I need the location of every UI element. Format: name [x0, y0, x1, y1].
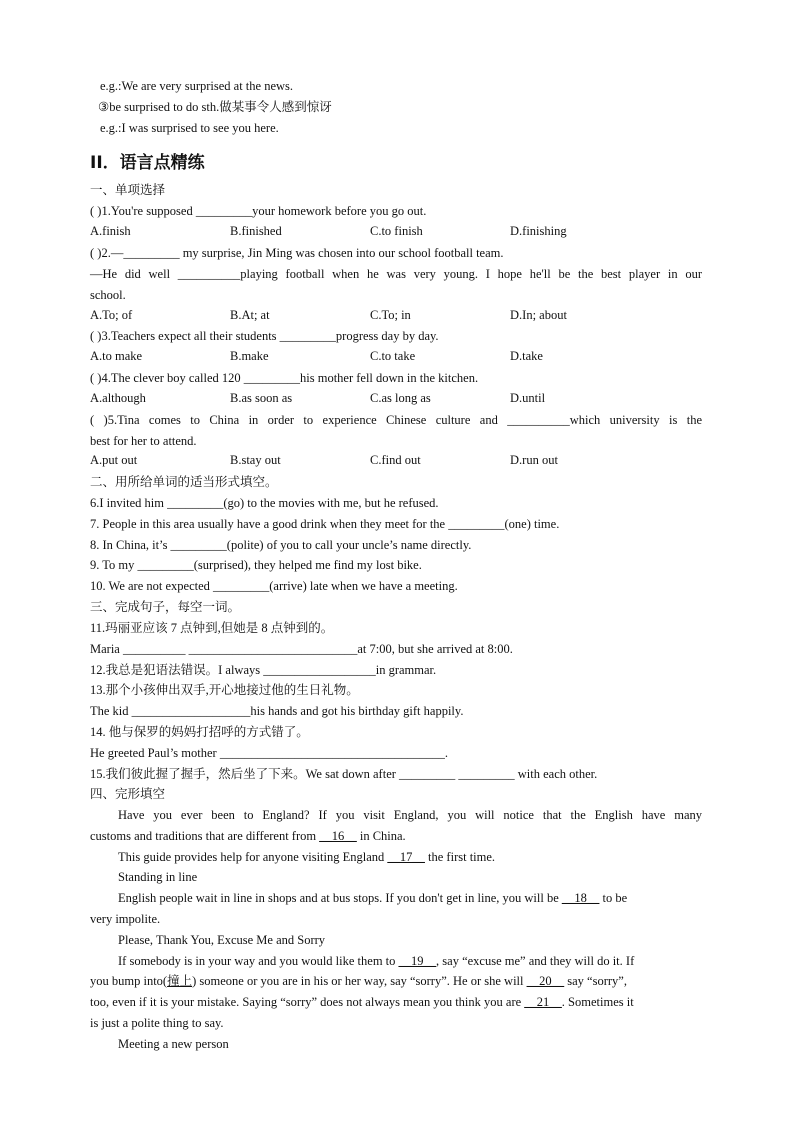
question-2-continuation: —He did well __________playing football when he was very young. I hope he'll be the best player in our — [90, 267, 702, 281]
question-2: ( )2.—_________ my surprise, Jin Ming was chosen into our school football team. — [90, 246, 504, 260]
question-14-chinese: 14. 他与保罗的妈妈打招呼的方式错了。 — [90, 725, 309, 739]
passage-line — [118, 953, 634, 969]
option-a: A.to make — [90, 349, 143, 363]
passage-text: you bump into( — [90, 974, 168, 988]
question-7: 7. People in this area usually have a good drink when they meet for the _________(one) time. — [90, 517, 560, 531]
question-1: ( )1.You're supposed _________your homework before you go out. — [90, 204, 427, 218]
passage-text: , say “excuse me” and they will do it. If — [436, 954, 635, 968]
blank-21: __21__ — [524, 995, 562, 1009]
option-b: B.At; at — [230, 308, 270, 322]
passage-text: ) someone or you are in his or her way, say “sorry”. He or she will — [192, 974, 527, 988]
option-a: A.although — [90, 391, 146, 405]
question-5: ( )5.Tina comes to China in order to experience Chinese culture and __________which university is the — [90, 413, 702, 427]
question-3: ( )3.Teachers expect all their students _________progress day by day. — [90, 329, 439, 343]
blank-20: __20__ — [526, 974, 565, 988]
option-a: A.To; of — [90, 308, 133, 322]
option-d: D.take — [510, 349, 543, 363]
passage-text: say “sorry”, — [564, 974, 627, 988]
part4-title: 四、完形填空 — [90, 786, 166, 801]
passage-subheading: Please, Thank You, Excuse Me and Sorry — [118, 933, 326, 947]
question-11-english: Maria __________ ___________________________at 7:00, but she arrived at 8:00. — [90, 642, 513, 656]
passage-line — [90, 994, 634, 1010]
option-d: D.finishing — [510, 224, 567, 238]
part1-title: 一、单项选择 — [90, 182, 166, 197]
question-9: 9. To my _________(surprised), they helped me find my lost bike. — [90, 558, 422, 572]
passage-subheading: Standing in line — [118, 870, 198, 884]
option-c: C.to finish — [370, 224, 423, 238]
question-6: 6.I invited him _________(go) to the movies with me, but he refused. — [90, 496, 439, 510]
passage-text: in China. — [356, 829, 406, 843]
question-10: 10. We are not expected _________(arrive) late when we have a meeting. — [90, 579, 458, 593]
passage-text: . Sometimes it — [561, 995, 634, 1009]
question-14-english: He greeted Paul’s mother ____________________________________. — [90, 746, 448, 760]
option-d: D.until — [510, 391, 546, 405]
passage-text: the first time. — [424, 850, 496, 864]
passage-line — [118, 849, 495, 865]
usage-point-3: ③be surprised to do sth.做某事令人感到惊讶 — [98, 100, 332, 114]
option-c: C.find out — [370, 453, 421, 467]
question-12: 12.我总是犯语法错误。I always __________________in grammar. — [90, 663, 437, 677]
question-5-continuation: best for her to attend. — [90, 434, 197, 448]
passage-line — [118, 890, 627, 906]
gloss-text: 撞上 — [167, 974, 193, 988]
question-4: ( )4.The clever boy called 120 _________his mother fell down in the kitchen. — [90, 371, 479, 385]
option-d: D.In; about — [510, 308, 567, 322]
option-d: D.run out — [510, 453, 558, 467]
question-8: 8. In China, it’s _________(polite) of you to call your uncle’s name directly. — [90, 538, 472, 552]
option-b: B.as soon as — [230, 391, 293, 405]
passage-text: customs and traditions that are different from — [90, 829, 320, 843]
passage-line: is just a polite thing to say. — [90, 1016, 224, 1030]
passage-text: English people wait in line in shops and at bus stops. If you don't get in line, you will be — [118, 891, 562, 905]
question-2-continuation-2: school. — [90, 288, 126, 302]
option-b: B.make — [230, 349, 269, 363]
passage-text: too, even if it is your mistake. Saying “sorry” does not always mean you think you are — [90, 995, 525, 1009]
question-13-english: The kid ___________________his hands and got his birthday gift happily. — [90, 704, 464, 718]
question-11-chinese: 11.玛丽亚应该 7 点钟到,但她是 8 点钟到的。 — [90, 621, 334, 635]
blank-19: __19__ — [398, 954, 437, 968]
passage-line: Have you ever been to England? If you visit England, you will notice that the English have many — [118, 808, 702, 822]
blank-16: __16__ — [319, 829, 357, 843]
passage-text: to be — [599, 891, 628, 905]
option-b: B.stay out — [230, 453, 281, 467]
passage-subheading: Meeting a new person — [118, 1037, 229, 1051]
section-heading: II．语言点精练 — [90, 153, 205, 173]
option-b: B.finished — [230, 224, 282, 238]
option-c: C.To; in — [370, 308, 411, 322]
example-sentence-1: e.g.:We are very surprised at the news. — [100, 79, 294, 93]
option-a: A.finish — [90, 224, 131, 238]
passage-text: If somebody is in your way and you would like them to — [118, 954, 399, 968]
blank-18: __18__ — [561, 891, 600, 905]
question-13-chinese: 13.那个小孩伸出双手,开心地接过他的生日礼物。 — [90, 683, 359, 697]
passage-line — [90, 973, 627, 989]
part3-title: 三、完成句子，每空一词。 — [90, 599, 241, 614]
option-c: C.as long as — [370, 391, 431, 405]
passage-line — [90, 828, 406, 844]
option-a: A.put out — [90, 453, 138, 467]
passage-text: This guide provides help for anyone visiting England — [118, 850, 388, 864]
passage-line: very impolite. — [90, 912, 161, 926]
example-sentence-2: e.g.:I was surprised to see you here. — [100, 121, 279, 135]
option-c: C.to take — [370, 349, 416, 363]
blank-17: __17__ — [387, 850, 425, 864]
question-15: 15.我们彼此握了握手，然后坐了下来。We sat down after _________ _________ with each other. — [90, 767, 598, 781]
part2-title: 二、用所给单词的适当形式填空。 — [90, 474, 278, 489]
